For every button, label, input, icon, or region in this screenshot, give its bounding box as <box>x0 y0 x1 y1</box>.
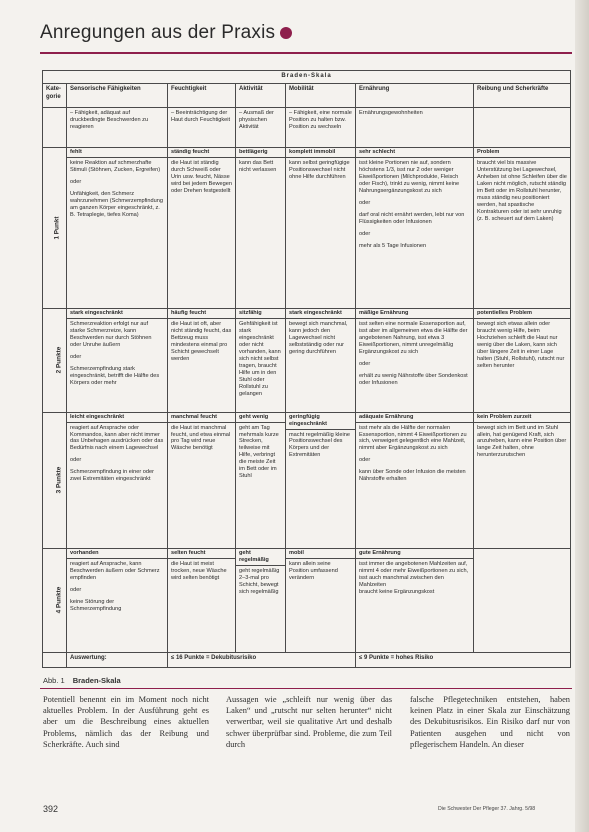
criterion-description: Ernährungsgewohnheiten <box>356 107 474 147</box>
score-cell <box>236 412 286 548</box>
score-cell <box>286 412 356 548</box>
criterion-text: kann über Sonde oder Infusion die meisten Nährstoffe erhalten <box>359 469 466 483</box>
criterion-text: keine Störung der Schmerzempfindung <box>70 598 122 612</box>
criterion-text: darf oral nicht ernährt werden, lebt nur von Flüssigkeiten oder Infusionen <box>359 211 465 225</box>
criterion-text: bewegt sich etwas allein oder braucht wenig Hilfe, beim Hochziehen schleift die Haut nur wenig über die Laken, kann sich über längere Zeit in einer Lage halten (Stuhl, Rollstuhl), rutscht nur selten herunter <box>477 320 565 369</box>
score-cell <box>67 147 168 308</box>
criterion-text: bewegt sich im Bett und im Stuhl allein, hat genügend Kraft, sich anzuheben, kann eine Position über lange Zeit halten, ohne herunterzurutschen <box>477 424 567 459</box>
top-rule <box>40 52 572 54</box>
score-cell <box>356 412 474 548</box>
level-label: bettlägerig <box>236 148 285 158</box>
score-cell <box>67 548 168 652</box>
level-label: geht wenig <box>236 413 285 423</box>
level-label: sehr schlecht <box>356 148 473 158</box>
criterion-text: reagiert auf Ansprache, kann Beschwerden äußern oder Schmerz empfinden <box>70 560 160 581</box>
criterion-text: Unfähigkeit, den Schmerz wahrzunehmen (Schmerzempfindung am ganzen Körper eingeschränkt, z. B. Tetraplegie, tiefes Koma) <box>70 190 163 218</box>
criterion-text: isst kleine Portionen nie auf, sondern höchstens 1/3, isst nur 2 oder weniger Eiweißportionen (Milchprodukte, Fleisch oder Fisch), trinkt zu wenig, nimmt keine Nahrungsergänzungskost zu sich <box>359 159 460 194</box>
criterion-text: macht regelmäßig kleine Positionswechsel des Körpers und der Extremitäten <box>289 431 350 459</box>
or-separator: oder <box>359 457 371 464</box>
criterion-text: isst mehr als die Hälfte der normalen Essensportion, nimmt 4 Eiweißportionen zu sich, verweigert gelegentlich eine Mahlzeit, nimmt aber Ergänzungskost zu sich <box>359 424 467 452</box>
criterion-text: isst selten eine normale Essensportion auf, isst aber im allgemeinen etwa die Hälfte der angebotenen Nahrung, isst etwa 3 Eiweißportionen, nimmt unregelmäßig Ergänzungskost zu sich <box>359 320 468 355</box>
score-cell <box>168 548 236 652</box>
figure-title: Braden-Skala <box>72 676 121 685</box>
score-cell <box>67 308 168 412</box>
page-title: Anregungen aus der Praxis <box>40 22 276 43</box>
braden-scale-table <box>42 70 571 668</box>
level-label: fehlt <box>67 148 167 158</box>
score-category <box>43 147 67 308</box>
score-cell <box>236 147 286 308</box>
score-category <box>43 308 67 412</box>
level-label: manchmal feucht <box>168 413 235 423</box>
criterion-text: mehr als 5 Tage Infusionen <box>359 242 427 249</box>
criterion-description: – Ausmaß der physischen Aktivität <box>236 107 286 147</box>
score-category <box>43 548 67 652</box>
level-label: geht regelmäßig <box>236 549 285 566</box>
or-separator: oder <box>70 178 82 185</box>
criterion-text: die Haut ist oft, aber nicht ständig feucht, das Bettzeug muss mindestens einmal pro Schicht gewechselt werden <box>171 320 232 362</box>
score-cell <box>356 548 474 652</box>
criterion-description: – Fähigkeit, adäquat auf druckbedingte Beschwerden zu reagieren <box>67 107 168 147</box>
level-label: leicht eingeschränkt <box>67 413 167 423</box>
criterion-text: reagiert auf Ansprache oder Kommandos, kann aber nicht immer das Unbehagen ausdrücken oder das Bedürfnis nach einem Lagewechsel <box>70 424 164 452</box>
criterion-text: die Haut ist meist trocken, neue Wäsche wird selten benötigt <box>171 560 227 581</box>
level-label: stark eingeschränkt <box>67 309 167 319</box>
score-cell <box>474 147 571 308</box>
score-cell <box>474 308 571 412</box>
criterion-text: Schmerzempfindung stark eingeschränkt, betrifft die Hälfte des Körpers oder mehr <box>70 365 160 386</box>
or-separator: oder <box>70 586 82 593</box>
level-label: adäquate Ernährung <box>356 413 473 423</box>
score-cell <box>168 147 236 308</box>
criterion-text: isst immer die angebotenen Mahlzeiten auf, nimmt 4 oder mehr Eiweißportionen zu sich, isst auch manchmal zwischen den Mahlzeiten <box>359 560 469 588</box>
summary-high-risk: ≤ 9 Punkte = hohes Risiko <box>356 652 571 667</box>
summary-spacer <box>43 652 67 667</box>
criterion-text: erhält zu wenig Nährstoffe über Sondenkost oder Infusionen <box>359 372 468 386</box>
or-separator: oder <box>359 230 371 237</box>
level-label: mäßige Ernährung <box>356 309 473 319</box>
column-header: Sensorische Fähigkeiten <box>67 84 168 108</box>
level-label: häufig feucht <box>168 309 235 319</box>
column-header: Feuchtigkeit <box>168 84 236 108</box>
body-column-1: Potentiell benennt ein im Moment noch nicht aktuelles Problem. In der Ausführung geht es aber um die Beschreibung eines aktuellen Problems, nämlich das der Reibung und Scherkräfte. Auch sind <box>43 695 209 749</box>
level-label: kein Problem zurzeit <box>474 413 570 423</box>
criterion-text: Schmerzempfindung in einer oder zwei Extremitäten eingeschränkt <box>70 469 154 483</box>
journal-source: Die Schwester Der Pfleger 37. Jahrg. 5/98 <box>438 806 536 812</box>
score-cell <box>236 548 286 652</box>
level-label: gute Ernährung <box>356 549 473 559</box>
or-separator: oder <box>359 199 371 206</box>
level-label: selten feucht <box>168 549 235 559</box>
score-label: 4 Punkte <box>55 586 63 614</box>
criterion-description: – Fähigkeit, eine normale Position zu halten bzw. Position zu wechseln <box>286 107 356 147</box>
criterion-text: kann das Bett nicht verlassen <box>239 159 277 173</box>
bottom-rule <box>40 688 572 689</box>
criterion-text: braucht keine Ergänzungskost <box>359 588 435 595</box>
criterion-text: keine Reaktion auf schmerzhafte Stimuli (Stöhnen, Zucken, Ergreifen) <box>70 159 161 173</box>
level-label: vorhanden <box>67 549 167 559</box>
figure-caption <box>43 676 121 685</box>
column-header: Ernährung <box>356 84 474 108</box>
score-cell <box>356 147 474 308</box>
criterion-text: geht am Tag mehrmals kurze Strecken, teilweise mit Hilfe, verbringt die meiste Zeit im Bett oder im Stuhl <box>239 424 279 480</box>
level-label: stark eingeschränkt <box>286 309 355 319</box>
criterion-description <box>474 107 571 147</box>
scan-edge <box>575 0 589 832</box>
criterion-description: – Beeinträchtigung der Haut durch Feuchtigkeit <box>168 107 236 147</box>
criterion-text: bewegt sich manchmal, kann jedoch den Lagewechsel nicht selbstständig oder nur gering durchführen <box>289 320 348 355</box>
score-cell <box>474 548 571 652</box>
body-column-3: falsche Pflegetechniken entstehen, haben keinen Platz in einer Skala zur Einschätzung des Dekubitusrisikos. Ein Risiko darf nur von Patienten ausgehen und nicht von pflegerischem Handeln. An dieser <box>410 695 570 749</box>
criterion-description <box>43 107 67 147</box>
criterion-text: braucht viel bis massive Unterstützung bei Lagewechsel, Anheben ist ohne Schleifen über die Laken nicht möglich, rutscht ständig im Bett oder im Rollstuhl herunter, muss ständig neu positioniert werden, hat spastische Kontrakturen oder ist sehr unruhig (z. B. scheuert auf dem Laken) <box>477 159 567 222</box>
page-number: 392 <box>43 804 59 814</box>
table-caption: Braden-Skala <box>43 71 571 84</box>
criterion-text: die Haut ist manchmal feucht, und etwa einmal pro Tag wird neue Wäsche benötigt <box>171 424 231 452</box>
level-label: geringfügig eingeschränkt <box>286 413 355 430</box>
column-header: Mobilität <box>286 84 356 108</box>
score-label: 1 Punkt <box>53 216 61 240</box>
or-separator: oder <box>359 360 371 367</box>
level-label: sitzfähig <box>236 309 285 319</box>
score-category <box>43 412 67 548</box>
score-cell <box>67 412 168 548</box>
level-label: ständig feucht <box>168 148 235 158</box>
criterion-text: kann selbst geringfügige Positionswechsel nicht ohne Hilfe durchführen <box>289 159 350 180</box>
column-header: Reibung und Scherkräfte <box>474 84 571 108</box>
or-separator: oder <box>70 353 82 360</box>
summary-risk: ≤ 16 Punkte = Dekubitusrisiko <box>168 652 356 667</box>
or-separator: oder <box>70 457 82 464</box>
score-cell <box>286 548 356 652</box>
score-cell <box>356 308 474 412</box>
score-cell <box>168 308 236 412</box>
criterion-text: Gehfähigkeit ist stark eingeschränkt oder nicht vorhanden, kann sich nicht selbst tragen, braucht Hilfe um in den Stuhl oder Rollstuhl zu gelangen <box>239 320 281 397</box>
section-header <box>40 22 292 44</box>
score-cell <box>286 147 356 308</box>
score-cell <box>286 308 356 412</box>
score-cell <box>474 412 571 548</box>
score-cell <box>168 412 236 548</box>
column-header: Aktivität <box>236 84 286 108</box>
level-label: mobil <box>286 549 355 559</box>
criterion-text: kann allein seine Position umfassend verändern <box>289 560 338 581</box>
score-cell <box>236 308 286 412</box>
criterion-text: Schmerzreaktion erfolgt nur auf starke Schmerzreize, kann Beschwerden nur durch Stöhnen oder Unruhe äußern <box>70 320 152 348</box>
accent-dot-icon <box>280 27 292 39</box>
level-label: potentielles Problem <box>474 309 570 319</box>
column-header: Kate-gorie <box>43 84 67 108</box>
score-label: 2 Punkte <box>55 346 63 374</box>
score-label: 3 Punkte <box>55 466 63 494</box>
figure-label: Abb. 1 <box>43 676 65 685</box>
body-column-2: Aussagen wie „schleift nur wenig über das Laken“ und „rutscht nur selten herunter“ nicht verwertbar, weil sie qualitative Art und deshalb schwer überprüfbar sind. Probleme, die zum Teil durch <box>226 695 392 749</box>
level-label: komplett immobil <box>286 148 355 158</box>
summary-label: Auswertung: <box>67 652 168 667</box>
level-label: Problem <box>474 148 570 158</box>
criterion-text: geht regelmäßig 2–3-mal pro Schicht, bewegt sich regelmäßig <box>239 567 280 595</box>
criterion-text: die Haut ist ständig durch Schweiß oder Urin usw. feucht, Nässe wird bei jedem Bewegen oder Drehen festgestellt <box>171 159 232 194</box>
